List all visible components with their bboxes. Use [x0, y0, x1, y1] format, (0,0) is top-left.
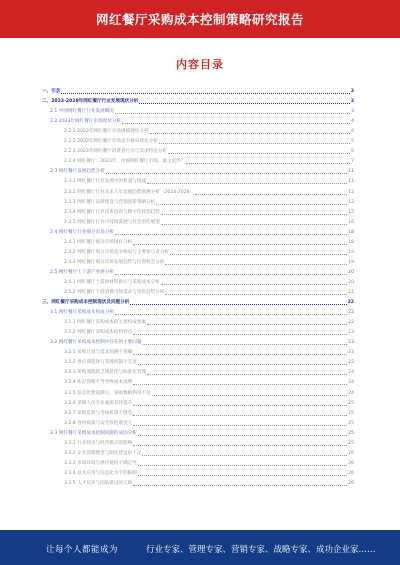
- toc-dot-leader: [133, 244, 347, 245]
- toc-entry[interactable]: [64, 379, 354, 386]
- toc-entry-page: 4: [351, 119, 354, 125]
- toc-entry-label: 2.3.3 网红餐厅品牌建设与营销创新策略分析: [64, 199, 156, 205]
- toc-entry-label: 3.1.1 网红餐厅采购成本的主要构成要素: [64, 320, 147, 326]
- toc-dot-leader: [161, 224, 347, 225]
- toc-entry-label: 2.4.3 网红餐厅细分市场发展趋势与投资机会分析: [64, 259, 165, 265]
- toc-entry-label: 三、网红餐厅采购成本控制现状及问题分析: [42, 300, 130, 306]
- toc-entry[interactable]: [64, 249, 354, 256]
- footer-roles: 行业专家、管理专家、营销专家、战略专家、成功企业家……: [146, 545, 376, 555]
- toc-entry[interactable]: [64, 329, 354, 336]
- toc-entry-label: 2.3.4 网红餐厅行业技术创新与数字化转型趋势: [64, 209, 160, 215]
- toc-entry-page: 3: [351, 109, 354, 115]
- toc-entry[interactable]: [42, 98, 354, 105]
- toc-entry-page: 11: [348, 169, 354, 175]
- toc-dot-leader: [61, 93, 349, 94]
- toc-dot-leader: [133, 334, 347, 335]
- toc-entry[interactable]: [64, 128, 354, 135]
- toc-entry-label: 2.4 网红餐厅行业细分市场分析: [50, 229, 114, 235]
- toc-entry-page: 25: [348, 400, 354, 406]
- toc-dot-leader: [122, 123, 350, 124]
- toc-entry-label: 3.3 网红餐厅采购成本控制问题的成因分析: [50, 430, 137, 436]
- toc-dot-leader: [168, 153, 350, 154]
- toc-entry-label: 2.3.2 网红餐厅行业未来几年发展趋势预测分析（2024-2028）: [64, 189, 195, 195]
- toc-entry-page: 24: [348, 370, 354, 376]
- toc-entry-page: 25: [348, 440, 354, 446]
- toc-entry-page: 11: [348, 179, 354, 185]
- toc-entry-label: 2.4.2 网红餐厅细分市场竞争格局与主要参与者分析: [64, 249, 170, 255]
- toc-entry[interactable]: [64, 319, 354, 326]
- toc-entry-page: 24: [348, 380, 354, 386]
- toc-entry-page: 5: [351, 139, 354, 145]
- toc-dot-leader: [161, 284, 347, 285]
- toc-entry-page: 23: [348, 340, 354, 346]
- toc-dot-leader: [138, 435, 347, 436]
- toc-entry-label: 2.2.1 2023年网红餐厅市场规模现状分析: [64, 129, 149, 135]
- toc-entry[interactable]: [64, 219, 354, 226]
- toc-entry[interactable]: [64, 460, 354, 467]
- toc-entry-page: 13: [348, 199, 354, 205]
- toc-entry[interactable]: [64, 158, 354, 165]
- toc-dot-leader: [133, 415, 347, 416]
- toc-dot-leader: [130, 304, 346, 305]
- toc-entry[interactable]: [64, 400, 354, 407]
- toc-entry[interactable]: [50, 108, 354, 115]
- toc-dot-leader: [170, 254, 347, 255]
- toc-entry[interactable]: [50, 269, 354, 276]
- toc-entry-page: 23: [348, 330, 354, 336]
- toc-entry-page: 21: [348, 290, 354, 295]
- toc-dot-leader: [133, 354, 347, 355]
- toc-dot-leader: [139, 103, 349, 104]
- toc-entry-label: 3.3.4 技术应用与信息化水平的限制: [64, 470, 137, 476]
- toc-entry-label: 3.2.4 库存管理不当导致成本浪费: [64, 380, 133, 386]
- toc-entry[interactable]: [64, 470, 354, 477]
- toc-entry-label: 3.2 网红餐厅采购成本控制中存在的主要问题: [50, 340, 142, 346]
- toc-entry[interactable]: [64, 279, 354, 286]
- toc-entry[interactable]: [64, 189, 354, 196]
- toc-dot-leader: [133, 384, 347, 385]
- toc-entry[interactable]: [50, 339, 354, 346]
- toc-entry-page: 3: [350, 89, 354, 94]
- toc-entry[interactable]: [64, 450, 354, 457]
- toc-dot-leader: [156, 204, 347, 205]
- toc-entry[interactable]: [50, 168, 354, 175]
- toc-entry-page: 20: [348, 269, 354, 275]
- toc-entry-label: 2.3.1 网红餐厅行业发展中的机遇与挑战: [64, 179, 147, 185]
- toc-dot-leader: [142, 455, 347, 456]
- toc-dot-leader: [115, 234, 347, 235]
- toc-dot-leader: [159, 143, 350, 144]
- toc-entry-label: 3.2.2 供应商选择与管理机制不完善: [64, 360, 137, 366]
- toc-entry[interactable]: [64, 148, 354, 155]
- toc-entry-label: 3.2.8 食材质量与安全管控难度大: [64, 420, 133, 426]
- toc-dot-leader: [147, 324, 347, 325]
- toc-dot-leader: [147, 183, 347, 184]
- toc-entry[interactable]: [64, 138, 354, 145]
- toc-dot-leader: [138, 465, 347, 466]
- report-title: 网红餐厅采购成本控制策略研究报告: [95, 12, 304, 27]
- toc-entry-label: 2.2.4 网红餐厅：2023年，中国网红餐厅市场，谁主沉浮？: [64, 159, 186, 165]
- toc-entry-label: 2.5.2 网红餐厅下游消费市场需求与变化趋势分析: [64, 290, 165, 295]
- toc-entry-page: 26: [348, 460, 354, 466]
- toc-entry-label: 3.3.5 人才培养与团队建设的欠缺: [64, 480, 133, 486]
- toc-entry-page: 23: [348, 350, 354, 356]
- toc-entry[interactable]: [42, 88, 354, 95]
- toc-dot-leader: [165, 294, 347, 295]
- toc-entry-label: 3.2.5 信息化建设滞后，采购数据利用不足: [64, 390, 151, 396]
- toc-entry-label: 2.2.3 2023年网红餐厅消费者行为与需求特征分析: [64, 149, 167, 155]
- toc-dot-leader: [195, 194, 347, 195]
- toc-entry-page: 25: [348, 430, 354, 436]
- toc-dot-leader: [152, 395, 347, 396]
- toc-entry-page: 3: [350, 99, 354, 105]
- toc-entry-label: 3.2.3 采购流程缺乏规范化与标准化管理: [64, 370, 147, 376]
- toc-entry[interactable]: [50, 118, 354, 125]
- toc-dot-leader: [138, 364, 347, 365]
- toc-entry-page: 22: [347, 300, 354, 306]
- toc-entry[interactable]: [50, 430, 354, 437]
- toc-entry-label: 3.3.3 市场环境与供应链的不确定性: [64, 460, 137, 466]
- toc-dot-leader: [150, 133, 351, 134]
- toc-entry-label: 3.2.7 采购监督与考核机制不健全: [64, 410, 133, 416]
- toc-dot-leader: [133, 485, 347, 486]
- toc-dot-leader: [138, 475, 347, 476]
- toc-entry[interactable]: [64, 199, 354, 206]
- toc-entry-page: 12: [348, 189, 354, 195]
- toc-entry-label: 2.1 中国网红餐厅行业发展概况: [50, 109, 114, 115]
- toc-entry[interactable]: [64, 359, 354, 366]
- toc-entry-label: 2.2.2 2023年网红餐厅市场竞争格局现状分析: [64, 139, 158, 145]
- toc-entry-page: 26: [348, 450, 354, 456]
- toc-entry-label: 二、2023-2028年网红餐厅行业发展现状分析: [42, 99, 139, 105]
- toc-entry[interactable]: [64, 480, 354, 487]
- toc-entry[interactable]: [64, 410, 354, 417]
- toc-entry[interactable]: [64, 369, 354, 376]
- toc-entry-page: 25: [348, 420, 354, 426]
- toc-entry-label: 3.2.6 采购人员专业素质有待提升: [64, 400, 133, 406]
- toc-entry[interactable]: [50, 229, 354, 236]
- toc-dot-leader: [133, 405, 347, 406]
- toc-entry-label: 一、引言: [42, 89, 61, 94]
- toc-entry-page: 18: [348, 239, 354, 245]
- toc-entry[interactable]: [50, 309, 354, 316]
- toc-dot-leader: [142, 344, 347, 345]
- toc-entry-label: 3.1 网红餐厅采购成本构成分析: [50, 310, 114, 316]
- toc-entry-page: 18: [348, 229, 354, 235]
- toc-entry-page: 19: [348, 249, 354, 255]
- toc-entry-page: 20: [348, 279, 354, 285]
- toc-entry[interactable]: [64, 420, 354, 427]
- toc-entry[interactable]: [64, 259, 354, 266]
- toc-dot-leader: [106, 173, 347, 174]
- toc-entry-page: 6: [351, 149, 354, 155]
- toc-entry-label: 2.2 2023年网红餐厅市场现状分析: [50, 119, 121, 125]
- toc-entry-label: 2.3.5 网红餐厅行业可持续发展与社会责任展望: [64, 219, 160, 225]
- toc-entry[interactable]: [64, 390, 354, 397]
- toc-heading: 内容目录: [176, 58, 224, 71]
- toc-entry-label: 3.1.2 网红餐厅采购成本结构特点: [64, 330, 133, 336]
- toc-dot-leader: [115, 274, 347, 275]
- toc-entry-label: 2.5.1 网红餐厅上游原材料供应与采购成本分析: [64, 279, 160, 285]
- toc-entry-page: 4: [351, 129, 354, 135]
- toc-entry-page: 19: [348, 259, 354, 265]
- toc-entry-page: 26: [348, 470, 354, 476]
- toc-entry-label: 2.5 网红餐厅上下游产业链分析: [50, 269, 114, 275]
- toc-entry-label: 3.3.1 行业特点与经营模式的影响: [64, 440, 133, 446]
- toc-dot-leader: [133, 425, 347, 426]
- toc-entry[interactable]: [64, 349, 354, 356]
- toc-dot-leader: [133, 445, 347, 446]
- footer-slogan: 让每个人都能成为: [46, 545, 119, 555]
- toc-entry-page: 22: [348, 310, 354, 316]
- toc-entry-label: 3.2.1 采购计划与需求预测不准确: [64, 350, 133, 356]
- toc-entry-page: 15: [348, 209, 354, 215]
- toc-entry-page: 23: [348, 360, 354, 366]
- toc-entry[interactable]: [64, 209, 354, 216]
- toc-dot-leader: [147, 374, 347, 375]
- report-header: [0, 0, 400, 38]
- toc-dot-leader: [165, 264, 347, 265]
- toc-dot-leader: [115, 113, 350, 114]
- toc-entry-page: 25: [348, 410, 354, 416]
- toc-dot-leader: [161, 214, 347, 215]
- toc-entry-label: 2.4.1 网红餐厅细分市场现状分析: [64, 239, 133, 245]
- toc-entry-page: 26: [348, 480, 354, 486]
- toc-entry-label: 3.3.2 企业管理理念与制度建设的不足: [64, 450, 142, 456]
- toc-entry-page: 7: [351, 159, 354, 165]
- toc-entry-page: 24: [348, 390, 354, 396]
- toc-entry[interactable]: [42, 299, 354, 306]
- toc-entry-label: 2.3 网红餐厅发展趋势分析: [50, 169, 105, 175]
- toc-entry-page: 22: [348, 320, 354, 326]
- toc-entry[interactable]: [64, 239, 354, 246]
- toc-entry[interactable]: [64, 289, 354, 296]
- toc-entry-page: 16: [348, 219, 354, 225]
- toc-entry[interactable]: [64, 178, 354, 185]
- toc-entry[interactable]: [64, 440, 354, 447]
- toc-dot-leader: [115, 314, 347, 315]
- toc-dot-leader: [186, 163, 350, 164]
- footer-banner: [0, 530, 400, 565]
